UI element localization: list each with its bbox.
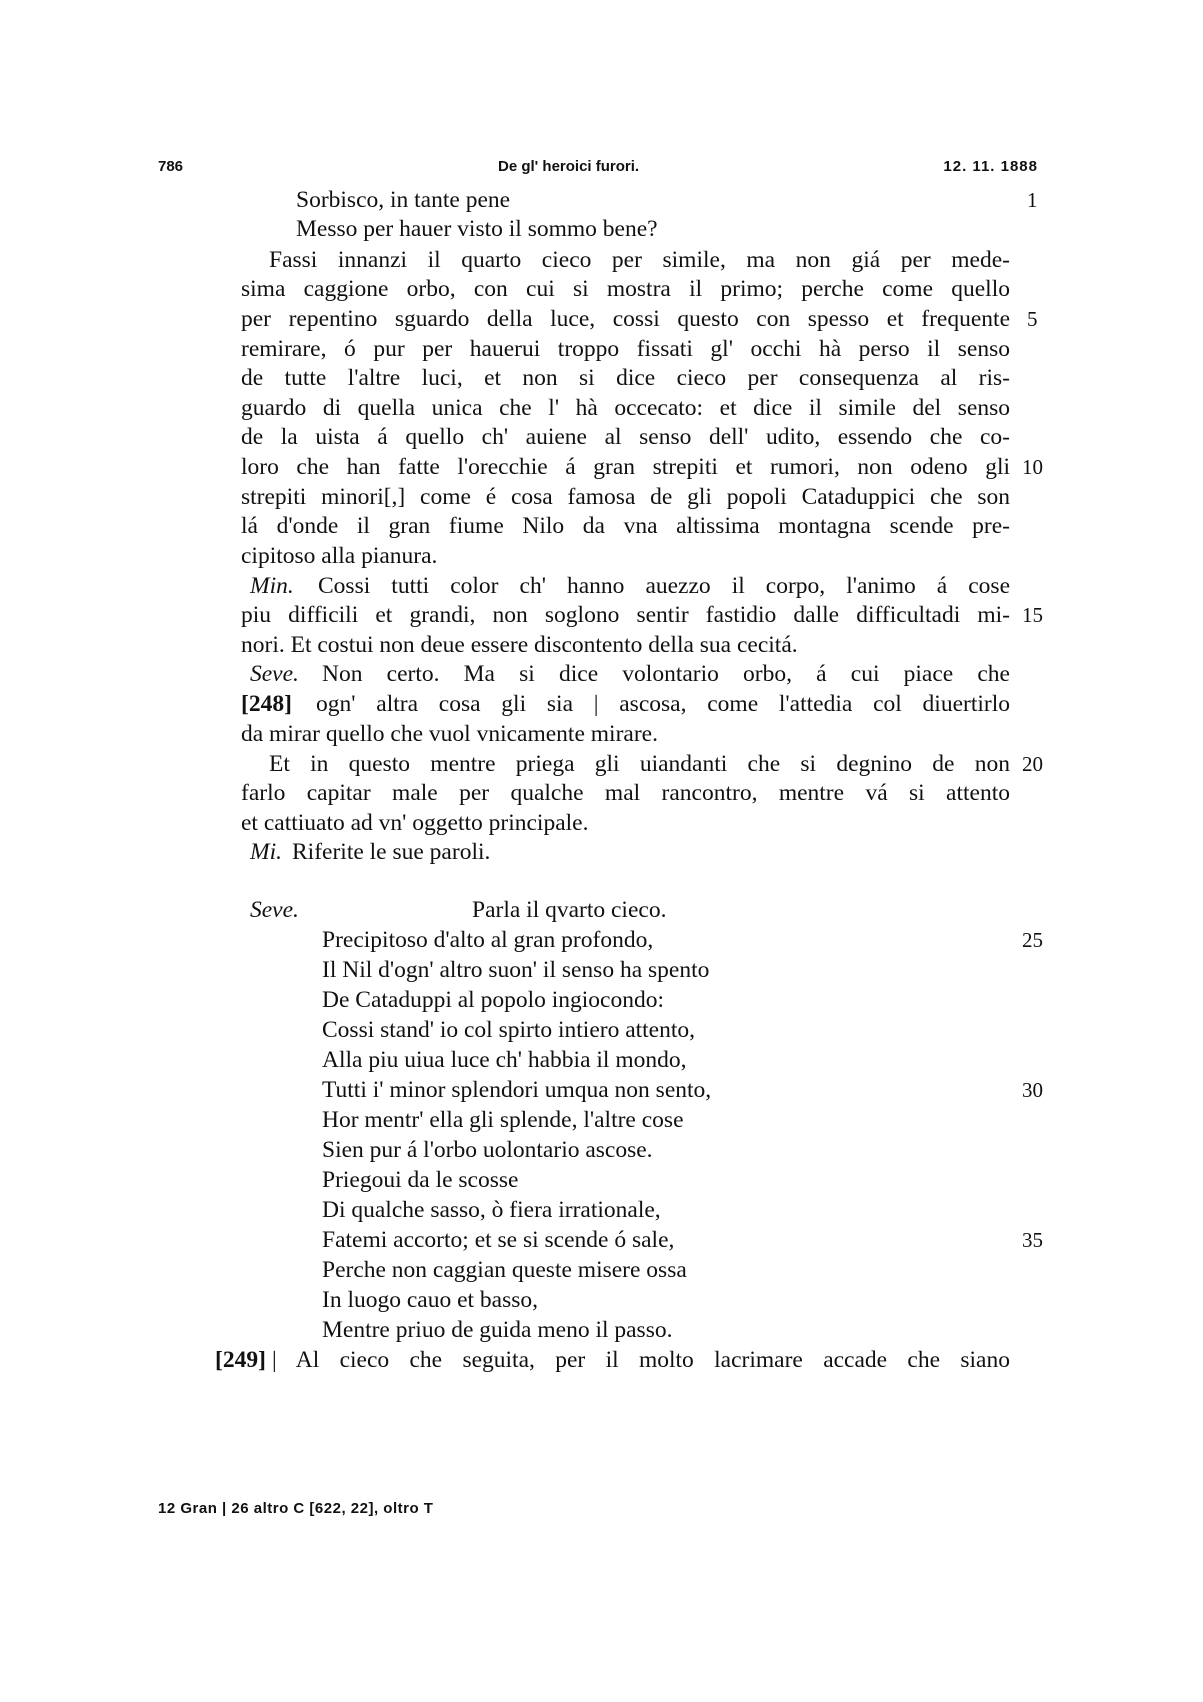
page-ref: [248] <box>241 691 292 717</box>
page-ref: [249] <box>215 1347 266 1373</box>
line-number: 10 <box>1022 455 1043 479</box>
text-line: piu difficili et grandi, non soglono sentir fastidio dalle difficultadi mi- <box>241 602 1010 628</box>
verse-line: Il Nil d'ogn' altro suon' il senso ha spento <box>322 957 710 983</box>
verse-line: Alla piu uiua luce ch' habbia il mondo, <box>322 1047 687 1073</box>
text-line: Et in questo mentre priega gli uiandanti che si degnino de non <box>269 751 1010 777</box>
text-line: Messo per hauer visto il sommo bene? <box>296 216 658 242</box>
text-line: Non certo. Ma si dice volontario orbo, á cui piace che <box>322 661 1010 687</box>
text-line: et cattiuato ad vn' oggetto principale. <box>241 810 589 836</box>
verse-line: In luogo cauo et basso, <box>322 1287 539 1313</box>
verse-line: De Cataduppi al popolo ingiocondo: <box>322 987 665 1013</box>
text-line: lá d'onde il gran fiume Nilo da vna altissima montagna scende pre- <box>241 513 1010 539</box>
text-line: strepiti minori[,] come é cosa famosa de gli popoli Cataduppici che son <box>241 484 1010 510</box>
line-number: 35 <box>1022 1228 1043 1252</box>
line-number: 15 <box>1022 603 1043 627</box>
text-line: guardo di quella unica che l' hà occecato: et dice il simile del senso <box>241 395 1010 421</box>
text-line: Sorbisco, in tante pene <box>296 187 511 213</box>
speaker-label: Seve. <box>250 897 299 923</box>
line-number: 20 <box>1022 752 1043 776</box>
text-line: ogn' altra cosa gli sia | ascosa, come l'attedia col diuertirlo <box>316 691 1010 717</box>
line-reference: 12. 11. 1888 <box>943 158 1038 175</box>
line-number: 5 <box>1027 307 1038 331</box>
text-line: farlo capitar male per qualche mal rancontro, mentre vá si attento <box>241 780 1010 806</box>
text-line: cipitoso alla pianura. <box>241 543 438 569</box>
text-line: Fassi innanzi il quarto cieco per simile, ma non giá per mede- <box>269 247 1010 273</box>
running-title: De gl' heroici furori. <box>498 158 640 175</box>
text-line: loro che han fatte l'orecchie á gran strepiti et rumori, non odeno gli <box>241 454 1010 480</box>
verse-line: Di qualche sasso, ò fiera irrationale, <box>322 1197 661 1223</box>
verse-line: Fatemi accorto; et se si scende ó sale, <box>322 1227 675 1253</box>
text-line: Riferite le sue paroli. <box>292 839 491 865</box>
line-number: 25 <box>1022 928 1043 952</box>
verse-line: Hor mentr' ella gli splende, l'altre cose <box>322 1107 684 1133</box>
verse-line: Priegoui da le scosse <box>322 1167 519 1193</box>
text-line: de tutte l'altre luci, et non si dice cieco per consequenza al ris- <box>241 365 1010 391</box>
verse-line: Tutti i' minor splendori umqua non sento, <box>322 1077 712 1103</box>
running-header <box>158 158 1038 188</box>
text-line: per repentino sguardo della luce, cossi questo con spesso et frequente <box>241 306 1010 332</box>
speaker-label: Seve. <box>250 661 299 687</box>
text-line: | Al cieco che seguita, per il molto lacrimare accade che siano <box>272 1347 1010 1373</box>
verse-line: Sien pur á l'orbo uolontario ascose. <box>322 1137 653 1163</box>
line-number: 30 <box>1022 1078 1043 1102</box>
text-line: de la uista á quello ch' auiene al senso dell' udito, essendo che co- <box>241 424 1010 450</box>
page-number: 786 <box>158 158 184 175</box>
speaker-label: Mi. <box>250 839 282 865</box>
text-line: sima caggione orbo, con cui si mostra il primo; perche come quello <box>241 276 1010 302</box>
text-line: remirare, ó pur per hauerui troppo fissati gl' occhi hà perso il senso <box>241 336 1010 362</box>
speaker-label: Min. <box>250 573 294 599</box>
footnote: 12 Gran | 26 altro C [622, 22], oltro T <box>158 1500 434 1517</box>
text-line: da mirar quello che vuol vnicamente mirare. <box>241 721 658 747</box>
text-line: nori. Et costui non deue essere discontento della sua cecitá. <box>241 632 798 658</box>
verse-line: Perche non caggian queste misere ossa <box>322 1257 687 1283</box>
line-number: 1 <box>1027 188 1038 212</box>
verse-line: Precipitoso d'alto al gran profondo, <box>322 927 654 953</box>
text-line: Cossi tutti color ch' hanno auezzo il corpo, l'animo á cose <box>318 573 1010 599</box>
verse-heading: Parla il qvarto cieco. <box>472 897 667 923</box>
verse-line: Mentre priuo de guida meno il passo. <box>322 1317 673 1343</box>
verse-line: Cossi stand' io col spirto intiero attento, <box>322 1017 696 1043</box>
